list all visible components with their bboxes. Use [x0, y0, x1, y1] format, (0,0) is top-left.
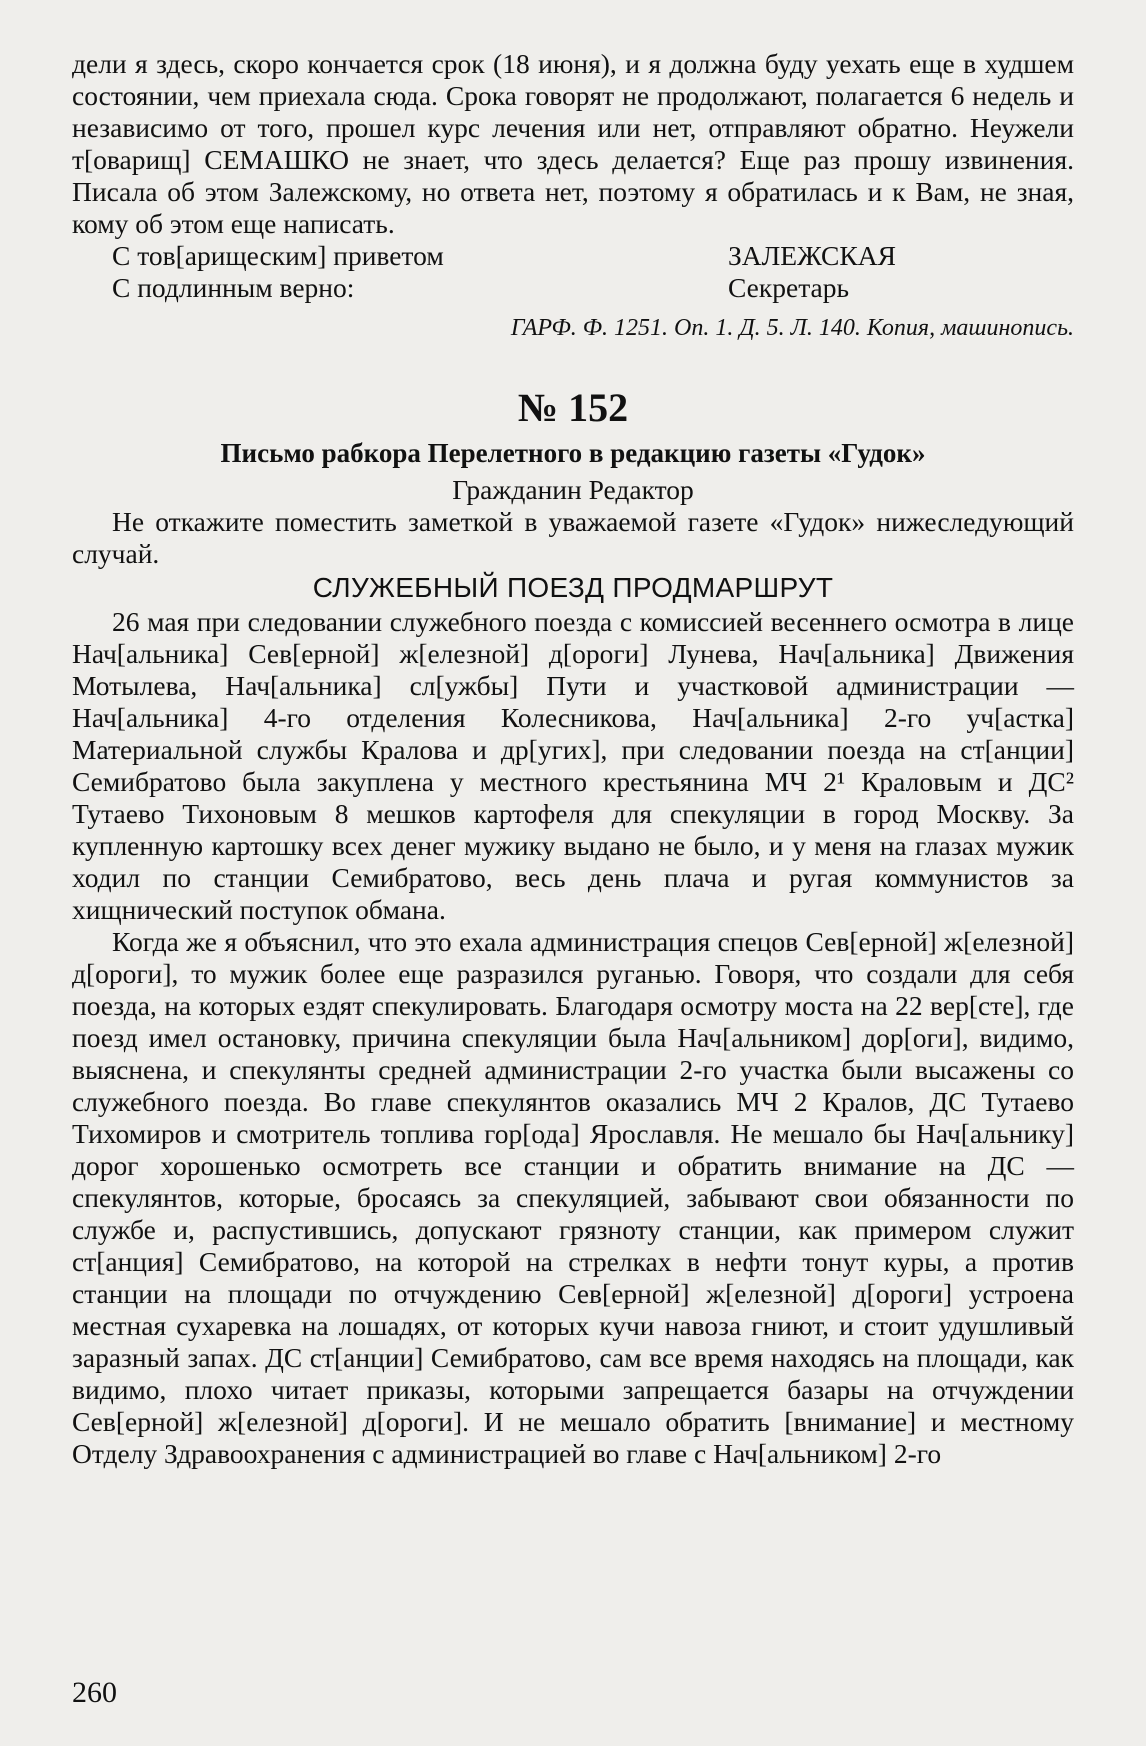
- page-number: 260: [72, 1676, 117, 1709]
- certified-line: [72, 272, 1074, 304]
- greeting-left: С тов[арищеским] приветом: [112, 240, 444, 271]
- article-heading: СЛУЖЕБНЫЙ ПОЕЗД ПРОДМАРШРУТ: [312, 572, 834, 603]
- certified-left: С подлинным верно:: [112, 272, 355, 303]
- continuation-paragraph: дели я здесь, скоро кончается срок (18 июня), и я должна буду уехать еще в худшем состоянии, чем приехала сюда. Срока говорят не продолжают, полагается 6 недель и независимо от того, прошел курс лечения или нет, отправляют обратно. Неужели т[оварищ] СЕМАШКО не знает, что здесь делается? Еще раз прошу извинения. Писала об этом Залежскому, но ответа нет, поэтому я обратилась и к Вам, не зная, кому об этом еще написать.: [72, 48, 1074, 239]
- salutation: Гражданин Редактор: [452, 474, 694, 505]
- signature-name: ЗАЛЕЖСКАЯ: [728, 240, 896, 271]
- greeting-line: [72, 240, 1074, 272]
- certified-right: Секретарь: [728, 272, 850, 303]
- body-paragraph-1: 26 мая при следовании служебного поезда с комиссией весеннего осмотра в лице Нач[альника] Сев[ерной] ж[елезной] д[ороги] Лунева, Нач[альника] Движения Мотылева, Нач[альника] сл[ужбы] Пути и участковой администрации — Нач[альника] 4-го отделения Колесникова, Нач[альника] 2-го уч[астка] Материальной службы Кралова и др[угих], при следовании поезда на ст[анции] Семибратово была закуплена у местного крестьянина МЧ 2¹ Краловым и ДС² Тутаево Тихоновым 8 мешков картофеля для спекуляции в город Москву. За купленную картошку всех денег мужику выдано не было, и у меня на глазах мужик ходил по станции Семибратово, весь день плача и ругая коммунистов за хищнический поступок обмана.: [72, 606, 1074, 925]
- body-paragraph-2: Когда же я объяснил, что это ехала администрация спецов Сев[ерной] ж[елезной] д[ороги], то мужик более еще разразился руганью. Говоря, что создали для себя поезда, на которых ездят спекулировать. Благодаря осмотру моста на 22 вер[сте], где поезд имел остановку, причина спекуляции была Нач[альником] дор[оги], видимо, выяснена, и спекулянты средней администрации 2-го участка были высажены со служебного поезда. Во главе спекулянтов оказались МЧ 2 Кралов, ДС Тутаево Тихомиров и смотритель топлива гор[ода] Ярославля. Не мешало бы Нач[альнику] дорог хорошенько осмотреть все станции и обратить внимание на ДС — спекулянтов, которые, бросаясь за спекуляцией, забывают свои обязанности по службе и, распустившись, допускают грязноту станции, как примером служит ст[анция] Семибратово, на которой на стрелках в нефти тонут куры, а против станции на площади по отчуждению Сев[ерной] ж[елезной] д[ороги] устроена местная сухаревка на лошадях, от которых кучи навоза гниют, и стоит удушливый заразный запах. ДС ст[анции] Семибратово, сам все время находясь на площади, как видимо, плохо читает приказы, которыми запрещается базары на отчуждении Сев[ерной] ж[елезной] д[ороги]. И не мешало обратить [внимание] и местному Отделу Здравоохранения с администрацией во главе с Нач[альником] 2-го: [72, 926, 1074, 1469]
- archive-reference: ГАРФ. Ф. 1251. Оп. 1. Д. 5. Л. 140. Копия, машинопись.: [510, 315, 1074, 341]
- document-body: [72, 48, 1074, 1470]
- intro-paragraph: Не откажите поместить заметкой в уважаемой газете «Гудок» нижеследующий случай.: [72, 506, 1074, 569]
- document-title: Письмо рабкора Перелетного в редакцию газеты «Гудок»: [220, 438, 926, 468]
- document-number: № 152: [517, 385, 629, 430]
